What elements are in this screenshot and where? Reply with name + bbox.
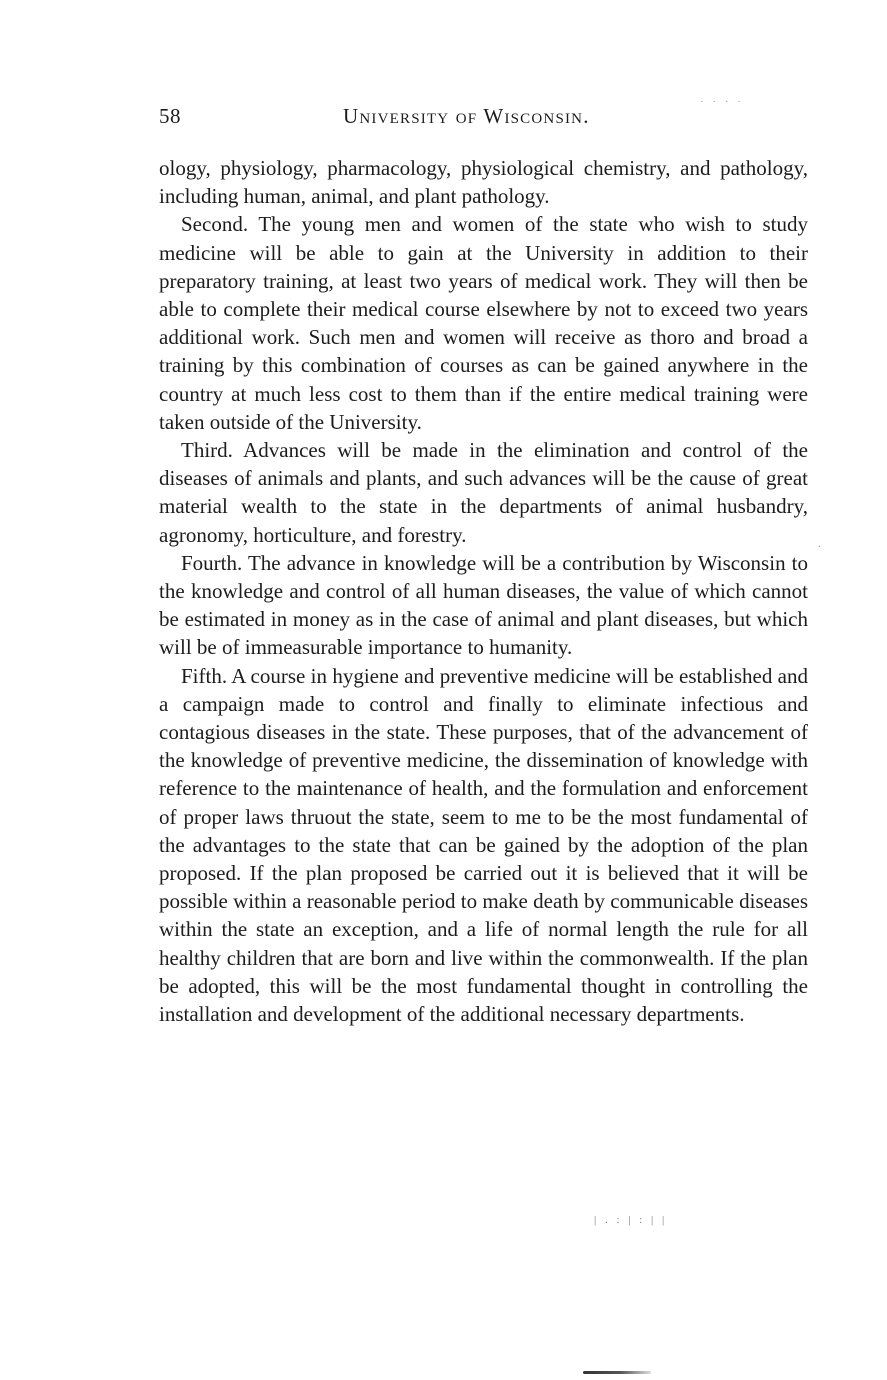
- scan-speck: · · · ·: [700, 96, 744, 108]
- paragraph-fourth: Fourth. The advance in knowledge will be a contribution by Wisconsin to the knowledge and control of all human diseases, the value of which cannot be estimated in money as in the case of animal and plant diseases, but which will be of immeasurable importance to humanity.: [159, 550, 808, 660]
- page-header: [159, 104, 809, 134]
- scan-speck: .: [818, 538, 824, 550]
- running-head: University of Wisconsin.: [343, 104, 590, 128]
- body-text: [159, 154, 808, 1028]
- page-number: 58: [159, 104, 181, 128]
- paragraph-third: Third. Advances will be made in the elimination and control of the diseases of animals and plants, and such advances will be the cause of great material wealth to the state in the departments of animal husbandry, agronomy, horticulture, and forestry.: [159, 438, 808, 547]
- paragraph-fifth: Fifth. A course in hygiene and preventive medicine will be established and a campaign made to control and finally to eliminate infectious and contagious diseases in the state. These purposes, that of the advancement of the knowledge of preventive medicine, the dissemination of knowledge with reference to the maintenance of health, and the formulation and enforcement of proper laws thruout the state, seem to me to be the most fundamental of the advantages to the state that can be gained by the adoption of the plan proposed. If the plan proposed be carried out it is believed that it will be possible within a reasonable period to make death by communicable diseases within the state an exception, and a life of normal length the rule for all healthy children that are born and live within the commonwealth. If the plan be adopted, this will be the most fundamental thought in controlling the installation and development of the additional necessary departments.: [159, 663, 808, 1027]
- paragraph-continuation: ology, physiology, pharmacology, physiological chemistry, and pathology, including human, animal, and plant pathology.: [159, 156, 808, 209]
- scan-smudge: [583, 1371, 651, 1374]
- paragraph-second: Second. The young men and women of the state who wish to study medicine will be able to gain at the University in addition to their preparatory training, at least two years of medical work. They will then be able to complete their medical course elsewhere by not to exceed two years additional work. Such men and women will receive as thoro and broad a training by this combination of courses as can be gained anywhere in the country at much less cost to them than if the entire medical training were taken outside of the University.: [159, 212, 808, 434]
- scan-speck: | . : | : | |: [594, 1214, 668, 1226]
